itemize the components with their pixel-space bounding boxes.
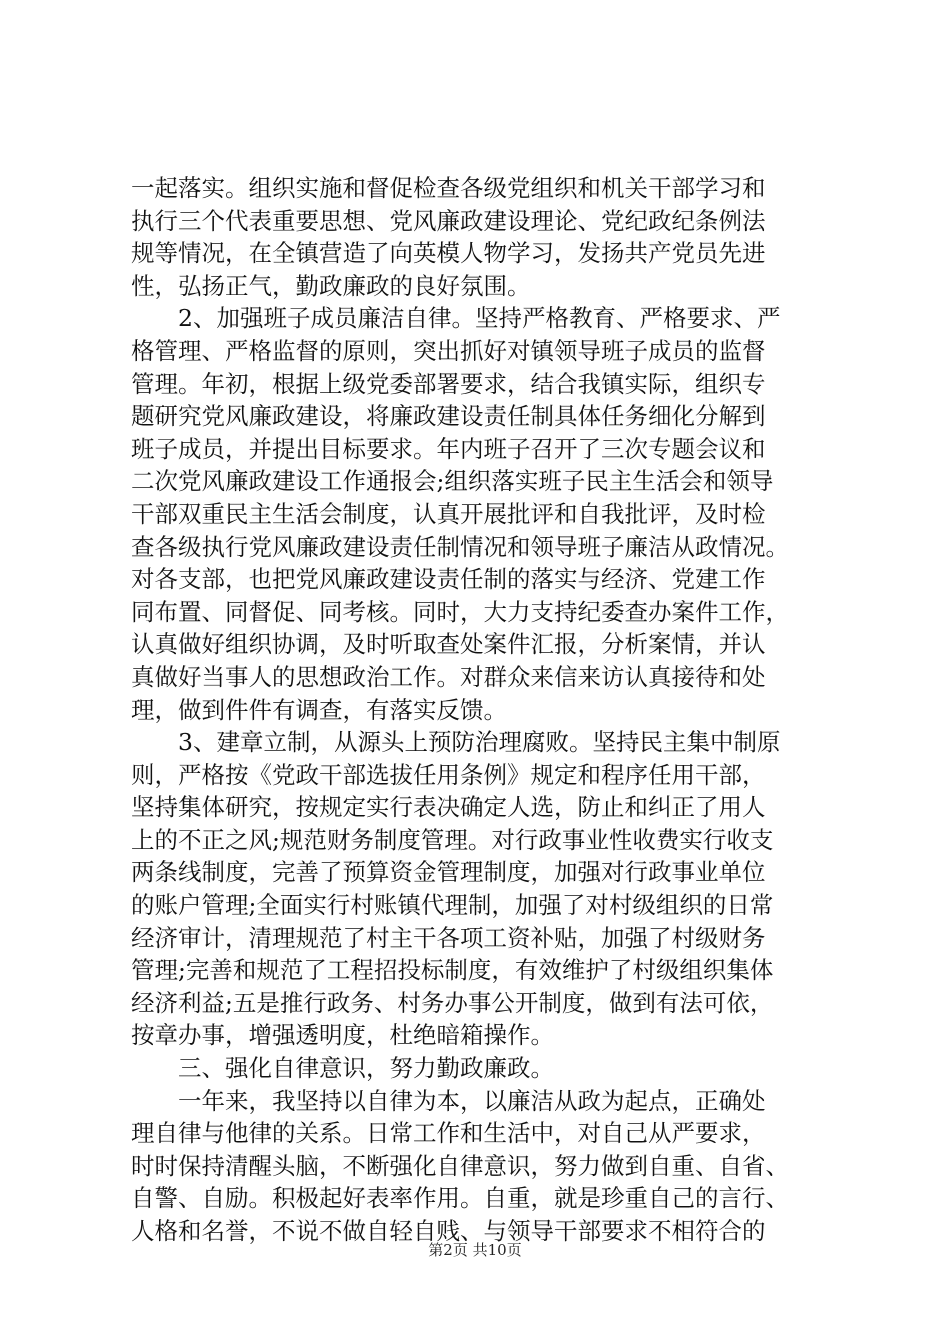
page-footer: 第2页 共10页 xyxy=(428,1241,522,1259)
text-line: 上的不正之风;规范财务制度管理。对行政事业性收费实行收支 xyxy=(131,825,774,854)
text-line: 二次党风廉政建设工作通报会;组织落实班子民主生活会和领导 xyxy=(131,467,774,496)
text-line: 认真做好组织协调，及时听取查处案件汇报，分析案情，并认 xyxy=(131,630,766,659)
text-line: 格管理、严格监督的原则，突出抓好对镇领导班子成员的监督 xyxy=(131,336,766,365)
text-line: 3、建章立制，从源头上预防治理腐败。坚持民主集中制原 xyxy=(178,728,781,757)
text-line: 坚持集体研究，按规定实行表决确定人选，防止和纠正了用人 xyxy=(131,793,766,822)
text-line: 一起落实。组织实施和督促检查各级党组织和机关干部学习和 xyxy=(131,174,766,202)
text-line: 管理;完善和规范了工程招投标制度，有效维护了村级组织集体 xyxy=(131,956,774,985)
text-line: 管理。年初，根据上级党委部署要求，结合我镇实际，组织专 xyxy=(131,369,766,398)
text-line: 按章办事，增强透明度，杜绝暗箱操作。 xyxy=(131,1021,554,1050)
text-line: 理，做到件件有调查，有落实反馈。 xyxy=(131,695,507,724)
text-line: 2、加强班子成员廉洁自律。坚持严格教育、严格要求、严 xyxy=(178,304,781,333)
text-line: 三、强化自律意识，努力勤政廉政。 xyxy=(178,1054,554,1083)
text-line: 经济利益;五是推行政务、村务办事公开制度，做到有法可依， xyxy=(131,988,774,1017)
text-line: 两条线制度，完善了预算资金管理制度，加强对行政事业单位 xyxy=(131,858,766,887)
text-line: 题研究党风廉政建设，将廉政建设责任制具体任务细化分解到 xyxy=(131,402,766,431)
text-line: 查各级执行党风廉政建设责任制情况和领导班子廉洁从政情况。 xyxy=(131,532,789,561)
text-line: 经济审计，清理规范了村主干各项工资补贴，加强了村级财务 xyxy=(131,923,766,952)
text-line: 自警、自励。积极起好表率作用。自重，就是珍重自己的言行、 xyxy=(131,1184,789,1213)
text-line: 对各支部，也把党风廉政建设责任制的落实与经济、党建工作 xyxy=(131,565,766,594)
text-line: 规等情况，在全镇营造了向英模人物学习，发扬共产党员先进 xyxy=(131,239,766,268)
text-line: 干部双重民主生活会制度，认真开展批评和自我批评，及时检 xyxy=(131,499,766,528)
text-line: 人格和名誉，不说不做自轻自贱、与领导干部要求不相符合的 xyxy=(131,1217,766,1245)
text-line: 则，严格按《党政干部选拔任用条例》规定和程序任用干部， xyxy=(131,760,766,789)
text-line: 真做好当事人的思想政治工作。对群众来信来访认真接待和处 xyxy=(131,662,766,691)
text-line: 理自律与他律的关系。日常工作和生活中，对自己从严要求， xyxy=(131,1119,766,1148)
text-line: 执行三个代表重要思想、党风廉政建设理论、党纪政纪条例法 xyxy=(131,206,766,235)
text-line: 的账户管理;全面实行村账镇代理制，加强了对村级组织的日常 xyxy=(131,891,774,920)
text-line: 同布置、同督促、同考核。同时，大力支持纪委查办案件工作， xyxy=(131,597,789,626)
text-line: 班子成员，并提出目标要求。年内班子召开了三次专题会议和 xyxy=(131,434,766,463)
text-line: 时时保持清醒头脑，不断强化自律意识，努力做到自重、自省、 xyxy=(131,1151,789,1180)
text-line: 性，弘扬正气，勤政廉政的良好氛围。 xyxy=(131,271,531,300)
text-line: 一年来，我坚持以自律为本，以廉洁从政为起点，正确处 xyxy=(178,1086,766,1115)
document-body xyxy=(131,172,831,1248)
